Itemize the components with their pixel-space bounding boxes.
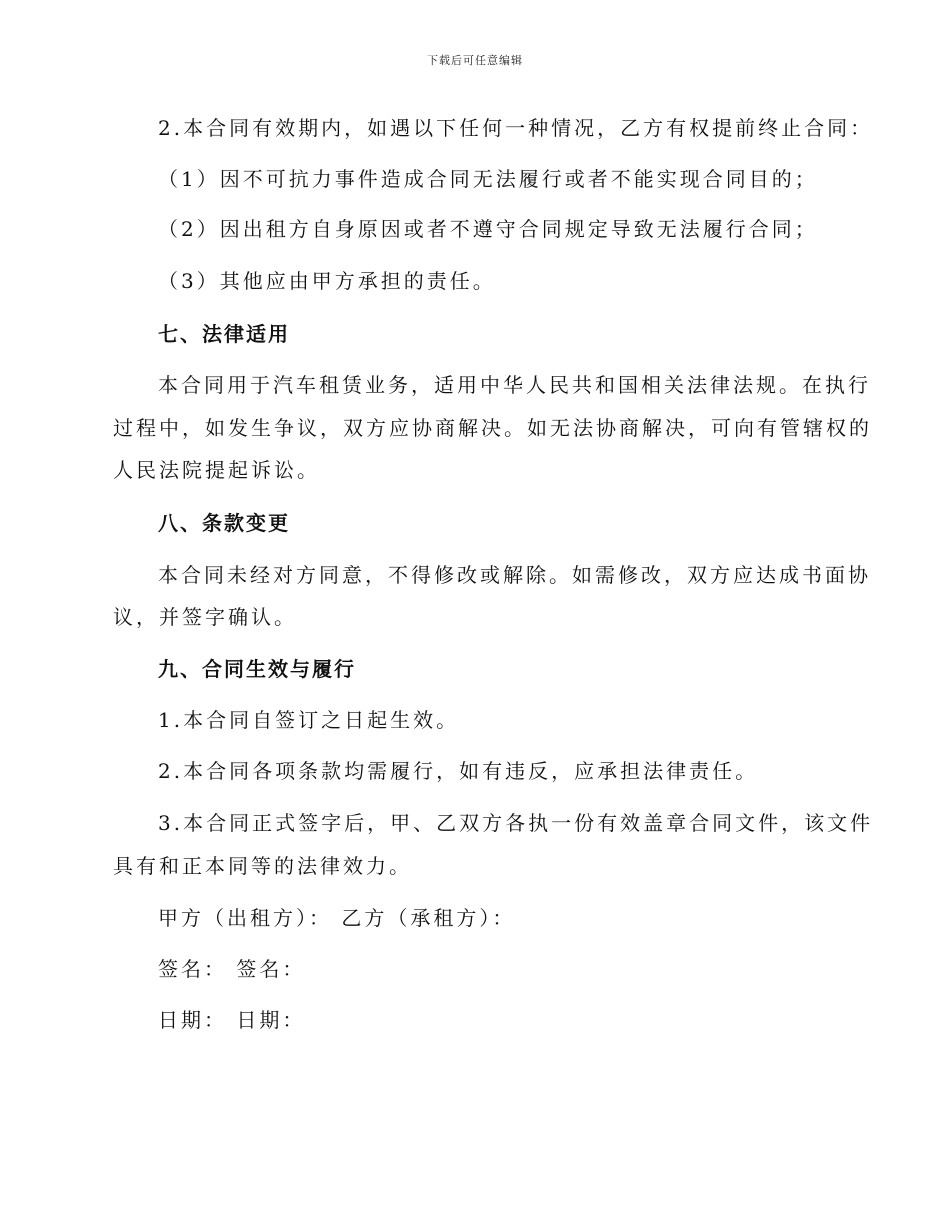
termination-condition-3: （3）其他应由甲方承担的责任。 xyxy=(158,269,496,293)
signature-sign-line: 签名： 签名： xyxy=(158,957,306,981)
effect-item-3-line-1: 3.本合同正式签字后，甲、乙双方各执一份有效盖章合同文件，该文件 xyxy=(158,811,874,835)
section-heading-effect: 九、合同生效与履行 xyxy=(158,657,356,681)
effect-item-3-line-2: 具有和正本同等的法律效力。 xyxy=(113,854,412,878)
law-paragraph-line-3: 人民法院提起诉讼。 xyxy=(113,458,320,482)
law-paragraph-line-1: 本合同用于汽车租赁业务，适用中华人民共和国相关法律法规。在执行 xyxy=(158,373,871,397)
amendment-paragraph-line-2: 议，并签字确认。 xyxy=(113,605,297,629)
effect-item-2: 2.本合同各项条款均需履行，如有违反，应承担法律责任。 xyxy=(158,759,759,783)
section-heading-amendment: 八、条款变更 xyxy=(158,511,290,535)
clause-termination-item-2: 2.本合同有效期内，如遇以下任何一种情况，乙方有权提前终止合同： xyxy=(158,116,874,140)
signature-date-line: 日期： 日期： xyxy=(158,1008,306,1032)
section-heading-law: 七、法律适用 xyxy=(158,322,290,346)
termination-condition-2: （2）因出租方自身原因或者不遵守合同规定导致无法履行合同； xyxy=(158,217,818,241)
amendment-paragraph-line-1: 本合同未经对方同意，不得修改或解除。如需修改，双方应达成书面协 xyxy=(158,563,871,587)
effect-item-1: 1.本合同自签订之日起生效。 xyxy=(158,708,460,732)
header-note: 下载后可任意编辑 xyxy=(427,54,523,67)
termination-condition-1: （1）因不可抗力事件造成合同无法履行或者不能实现合同目的； xyxy=(158,167,818,191)
signature-parties: 甲方（出租方）： 乙方（承租方）： xyxy=(158,906,516,930)
law-paragraph-line-2: 过程中，如发生争议，双方应协商解决。如无法协商解决，可向有管辖权的 xyxy=(113,416,872,440)
